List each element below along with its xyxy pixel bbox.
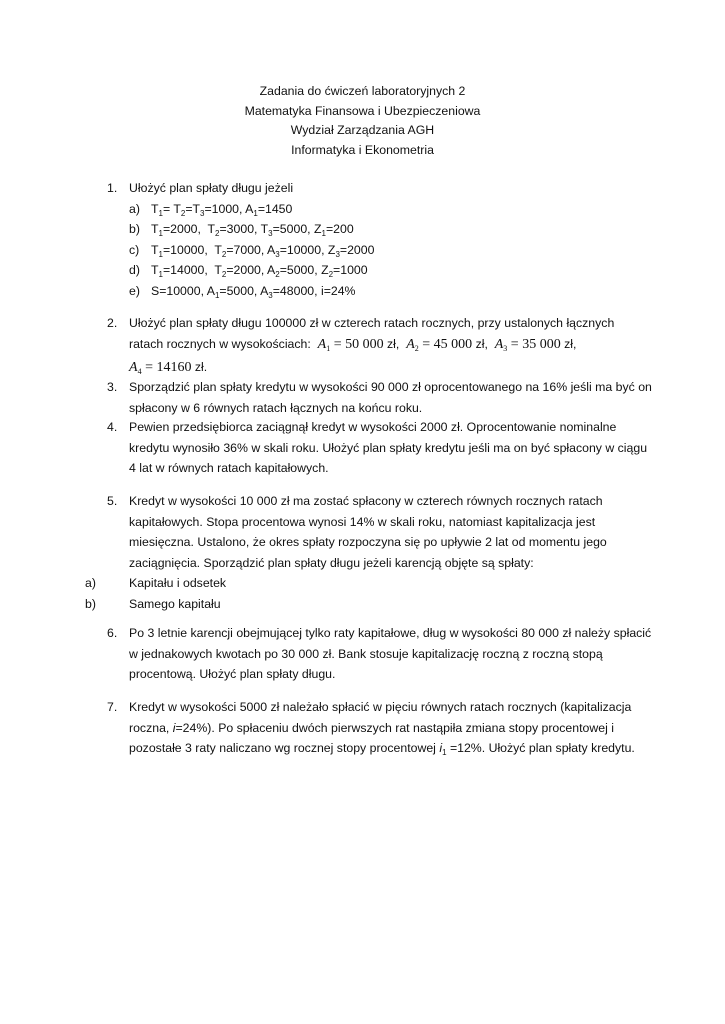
task-1 bbox=[107, 178, 652, 301]
task-6 bbox=[107, 623, 652, 685]
task-text: Po 3 letnie karencji obejmującej tylko raty kapitałowe, dług w wysokości 80 000 zł należy spłacić w jednakowych kwotach po 30 000 zł. Bank stosuje kapitalizację roczną z roczną stopą procentową. Ułożyć plan spłaty długu. bbox=[129, 626, 652, 681]
header-title: Zadania do ćwiczeń laboratoryjnych 2 bbox=[259, 84, 466, 98]
subtask-b-text: $T_1=2000$, $T_2=3000$, $T_3=5000$, $Z_1=200$ bbox=[151, 222, 354, 238]
task-number: 3. bbox=[107, 380, 118, 394]
interest-symbol: i bbox=[439, 741, 443, 755]
header-program: Informatyka i Ekonometria bbox=[291, 142, 434, 157]
task-number: 5. bbox=[107, 494, 118, 508]
subtask-c-text: $T_1=10000$, $T_2=7000$, $A_3=10000$, $Z_3=2000$ bbox=[151, 242, 375, 259]
task-text-line2 bbox=[129, 718, 652, 739]
task-text: Kredyt w wysokości 5000 zł należało spłacić w pięciu równych ratach rocznych (kapitalizacja bbox=[129, 700, 632, 714]
header-course: Matematyka Finansowa i Ubezpieczeniowa bbox=[244, 103, 481, 118]
task-text-line2 bbox=[129, 334, 652, 355]
subtask-b bbox=[85, 594, 652, 615]
subtask-label: a) bbox=[129, 201, 140, 216]
task-5 bbox=[85, 491, 652, 614]
subtask-label: d) bbox=[129, 263, 140, 277]
currency-label: zł, bbox=[564, 337, 577, 351]
subtask-text: Kapitału i odsetek bbox=[129, 576, 227, 590]
subtask-label: b) bbox=[129, 222, 140, 236]
task-text-fragment: roczna, bbox=[129, 720, 170, 735]
task-7 bbox=[107, 697, 652, 759]
subtask-b bbox=[129, 219, 652, 240]
formula-a1: $A_1 = 50$ 000 bbox=[317, 337, 384, 353]
header-faculty: Wydział Zarządzania AGH bbox=[290, 123, 435, 137]
task-number: 6. bbox=[107, 626, 118, 640]
task-2 bbox=[107, 313, 652, 378]
value-a1: 50 000 bbox=[345, 337, 384, 352]
task-text: Ułożyć plan spłaty długu 100000 zł w czterech ratach rocznych, przy ustalonych łącznych bbox=[129, 316, 615, 330]
value-a4: 14160 bbox=[156, 360, 192, 375]
subtask-label: b) bbox=[85, 596, 96, 611]
subtask-d bbox=[129, 260, 652, 281]
currency-label: zł, bbox=[387, 337, 400, 351]
task-text: Pewien przedsiębiorca zaciągnął kredyt w wysokości 2000 zł. Oprocentowanie nominalne kredytu wynosiło 36% w skali roku. Ułożyć plan spłaty kredytu jeśli ma on być spłacony w ciągu 4 lat w równych ratach kapitałowych. bbox=[129, 420, 648, 475]
task-number: 4. bbox=[107, 420, 118, 434]
task-text-fragment: ratach rocznych w wysokościach: bbox=[129, 337, 311, 351]
task-3 bbox=[107, 377, 652, 418]
task-number: 7. bbox=[107, 700, 118, 714]
currency-label: zł. bbox=[194, 360, 208, 374]
task-text: Kredyt w wysokości 10 000 zł ma zostać spłacony w czterech równych rocznych ratach kapitałowych. Stopa procentowa wynosi 14% w skali roku, natomiast kapitalizacja jest miesięczna. Ustalono, że okres spłaty rozpoczyna się po upływie 2 lat od momentu jego zaciągnięcia. Sporządzić plan spłaty długu jeżeli karencją objęte są spłaty: bbox=[129, 494, 607, 570]
task-text-fragment: =24%). Po spłaceniu dwóch pierwszych rat nastąpiła zmiana stopy procentowej i bbox=[175, 720, 614, 735]
subtask-a bbox=[85, 573, 652, 594]
subtask-a bbox=[129, 199, 652, 220]
task-number: 2. bbox=[107, 316, 118, 330]
formula-a3: $A_3 = 35$ 000 bbox=[494, 337, 561, 353]
task-number: 1. bbox=[107, 181, 118, 195]
task-text-line3 bbox=[129, 357, 652, 378]
subtask-c bbox=[129, 240, 652, 261]
subtask-e-text: S=10000, $A_1=5000$, $A_3=48000$, i=24% bbox=[151, 283, 356, 300]
subtask-label: c) bbox=[129, 242, 140, 257]
interest-symbol: i bbox=[172, 720, 176, 735]
value-a2: 45 000 bbox=[433, 337, 473, 352]
subscript: 1 bbox=[442, 748, 447, 757]
subtask-e bbox=[129, 281, 652, 302]
task-text: Ułożyć plan spłaty długu jeżeli bbox=[129, 181, 294, 195]
task-text-fragment: pozostałe 3 raty naliczano wg rocznej stopy procentowej bbox=[129, 741, 436, 755]
subtask-d-text: $T_1=14000$, $T_2=2000$, $A_2=5000$, $Z_2=1000$ bbox=[151, 263, 368, 279]
formula-a2: $A_2 = 45$ 000 bbox=[406, 337, 473, 353]
task-text-line3 bbox=[129, 738, 652, 759]
task-text-fragment: =12%. Ułożyć plan spłaty kredytu. bbox=[449, 741, 635, 755]
value-a3: 35 000 bbox=[522, 337, 561, 352]
subtask-label: e) bbox=[129, 283, 140, 298]
currency-label: zł, bbox=[475, 337, 488, 351]
document-header bbox=[0, 82, 725, 160]
formula-a4: $A_4 = 14160$ bbox=[129, 360, 192, 376]
subtask-text: Samego kapitału bbox=[129, 596, 221, 611]
subtask-label: a) bbox=[85, 576, 96, 590]
task-text: Sporządzić plan spłaty kredytu w wysokości 90 000 zł oprocentowanego na 16% jeśli ma być on spłacony w 6 równych ratach łącznych na końcu roku. bbox=[129, 380, 652, 415]
task-4 bbox=[107, 417, 652, 479]
subtask-a-text: $T_1= T_2=T_3=1000$, $A_1=1450$ bbox=[151, 201, 293, 218]
